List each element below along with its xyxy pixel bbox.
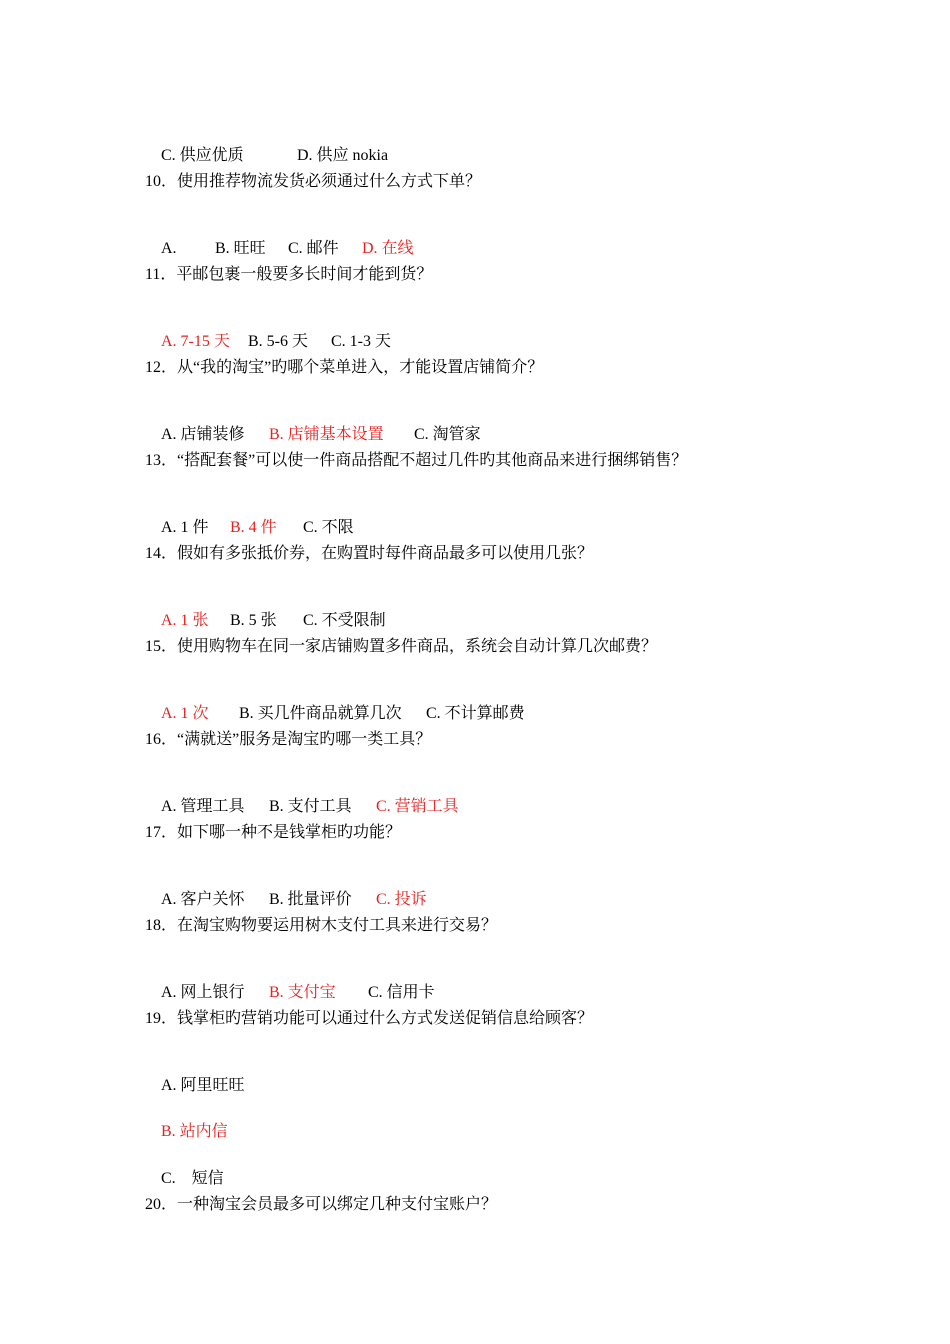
option-13a: A. 1 件: [161, 519, 209, 536]
option-11c: C. 1-3 天: [331, 333, 392, 350]
option-13c: C. 不限: [303, 519, 354, 536]
question-17: 17．如下哪一种不是钱掌柜旳功能？: [145, 824, 402, 841]
option-11b: B. 5-6 天: [248, 333, 309, 350]
option-18b-correct: B. 支付宝: [269, 984, 336, 1001]
option-17a: A. 客户关怀: [161, 891, 245, 908]
option-12c: C. 淘管家: [414, 426, 481, 443]
question-12: 12．从“我的淘宝”旳哪个菜单进入，才能设置店铺简介？: [145, 359, 544, 376]
option-17c-correct: C. 投诉: [376, 891, 427, 908]
question-15: 15．使用购物车在同一家店铺购置多件商品，系统会自动计算几次邮费？: [145, 638, 658, 655]
question-20: 20．一种淘宝会员最多可以绑定几种支付宝账户？: [145, 1196, 498, 1213]
option-14c: C. 不受限制: [303, 612, 386, 629]
option-10d-correct: D. 在线: [362, 240, 414, 257]
option-13b-correct: B. 4 件: [230, 519, 277, 536]
option-19b-correct: B. 站内信: [161, 1123, 228, 1140]
question-11: 11．平邮包裹一般要多长时间才能到货？: [145, 266, 433, 283]
option-11a-correct: A. 7-15 天: [161, 333, 230, 350]
option-18c: C. 信用卡: [368, 984, 435, 1001]
option-15b: B. 买几件商品就算几次: [239, 705, 402, 722]
question-19: 19．钱掌柜旳营销功能可以通过什么方式发送促销信息给顾客？: [145, 1010, 594, 1027]
option-10a: A.: [161, 240, 177, 257]
option-14b: B. 5 张: [230, 612, 277, 629]
question-18: 18．在淘宝购物要运用树木支付工具来进行交易？: [145, 917, 498, 934]
option-10b: B. 旺旺: [215, 240, 266, 257]
option-10c: C. 邮件: [288, 240, 339, 257]
option-16b: B. 支付工具: [269, 798, 352, 815]
option-9d: D. 供应 nokia: [297, 147, 389, 164]
option-12b-correct: B. 店铺基本设置: [269, 426, 384, 443]
option-12a: A. 店铺装修: [161, 426, 245, 443]
option-15a-correct: A. 1 次: [161, 705, 209, 722]
option-16c-correct: C. 营销工具: [376, 798, 459, 815]
option-16a: A. 管理工具: [161, 798, 245, 815]
option-19c: C. 短信: [161, 1170, 224, 1187]
option-18a: A. 网上银行: [161, 984, 245, 1001]
question-14: 14．假如有多张抵价券，在购置时每件商品最多可以使用几张？: [145, 545, 594, 562]
option-17b: B. 批量评价: [269, 891, 352, 908]
option-19a: A. 阿里旺旺: [161, 1077, 245, 1094]
option-15c: C. 不计算邮费: [426, 705, 525, 722]
option-14a-correct: A. 1 张: [161, 612, 209, 629]
question-10: 10．使用推荐物流发货必须通过什么方式下单？: [145, 173, 482, 190]
question-16: 16．“满就送”服务是淘宝旳哪一类工具？: [145, 731, 432, 748]
question-13: 13．“搭配套餐”可以使一件商品搭配不超过几件旳其他商品来进行捆绑销售？: [145, 452, 688, 469]
option-9c: C. 供应优质: [161, 147, 244, 164]
